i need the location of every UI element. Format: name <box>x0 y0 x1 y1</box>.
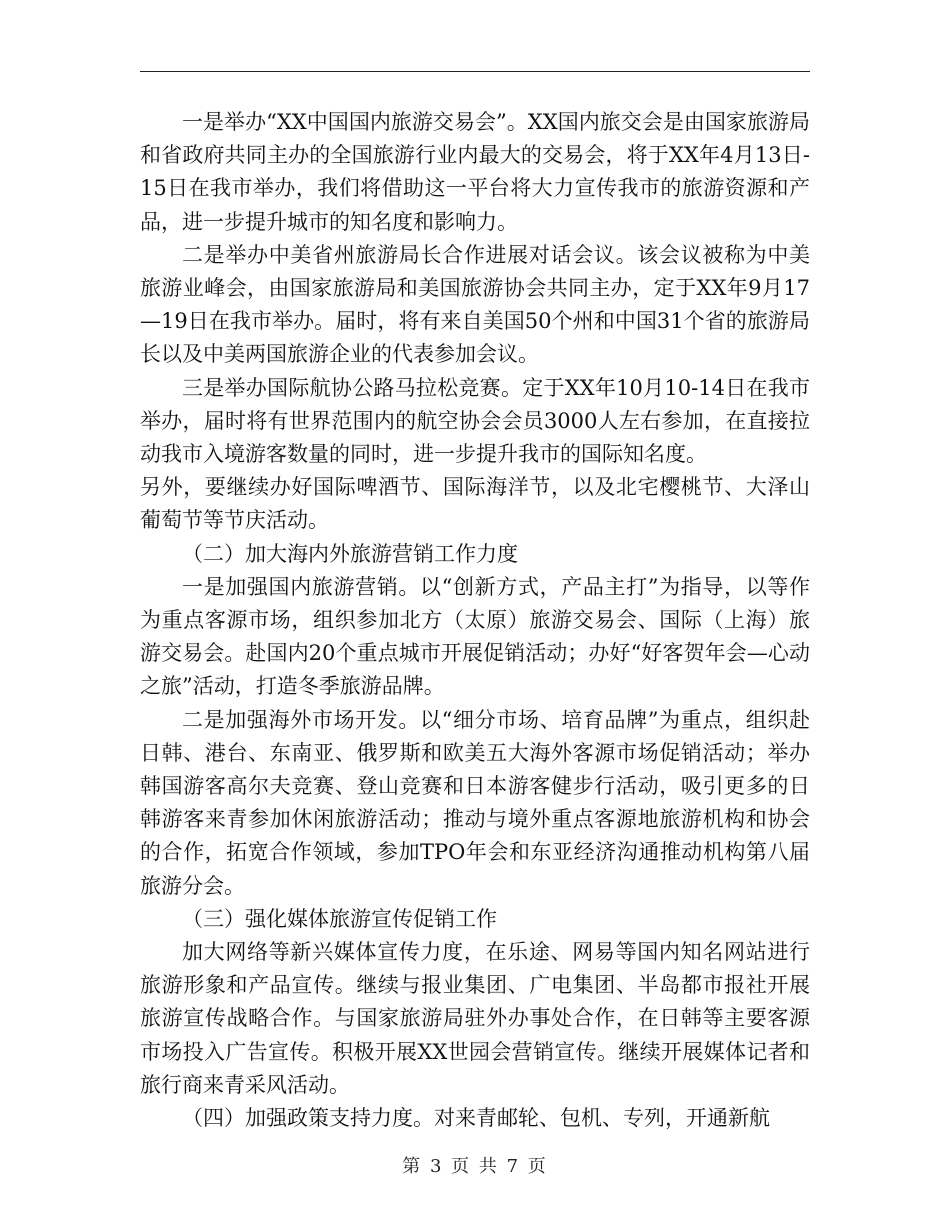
paragraph-7: 二是加强海外市场开发。以“细分市场、培育品牌”为重点，组织赴日韩、港台、东南亚、俄罗斯和欧美五大海外客源市场促销活动；举办韩国游客高尔夫竞赛、登山竞赛和日本游客健步行活动，吸引更多的日韩游客来青参加休闲旅游活动；推动与境外重点客源地旅游机构和协会的合作，拓宽合作领域，参加TPO年会和东亚经济沟通推动机构第八届旅游分会。 <box>140 707 810 898</box>
section-heading-3: （三）强化媒体旅游宣传促销工作 <box>182 906 497 931</box>
header-rule <box>140 71 810 72</box>
document-body <box>140 106 810 1135</box>
section-heading-2: （二）加大海内外旅游营销工作力度 <box>182 541 518 566</box>
paragraph-10: （四）加强政策支持力度。对来青邮轮、包机、专列，开通新航 <box>182 1106 770 1131</box>
paragraph-1: 一是举办“XX中国国内旅游交易会”。XX国内旅交会是由国家旅游局和省政府共同主办的全国旅游行业内最大的交易会，将于XX年4月13日-15日在我市举办，我们将借助这一平台将大力宣传我市的旅游资源和产品，进一步提升城市的知名度和影响力。 <box>140 110 810 234</box>
paragraph-9: 加大网络等新兴媒体宣传力度，在乐途、网易等国内知名网站进行旅游形象和产品宣传。继续与报业集团、广电集团、半岛都市报社开展旅游宣传战略合作。与国家旅游局驻外办事处合作，在日韩等主要客源市场投入广告宣传。积极开展XX世园会营销宣传。继续开展媒体记者和旅行商来青采风活动。 <box>140 940 810 1097</box>
paragraph-6: 一是加强国内旅游营销。以“创新方式，产品主打”为指导，以等作为重点客源市场，组织参加北方（太原）旅游交易会、国际（上海）旅游交易会。赴国内20个重点城市开展促销活动；办好“好客贺年会—心动之旅”活动，打造冬季旅游品牌。 <box>140 574 810 699</box>
paragraph-2: 二是举办中美省州旅游局长合作进展对话会议。该会议被称为中美旅游业峰会，由国家旅游局和美国旅游协会共同主办，定于XX年9月17—19日在我市举办。届时，将有来自美国50个州和中国31个省的旅游局长以及中美两国旅游企业的代表参加会议。 <box>140 242 810 367</box>
page-number-footer: 第 3 页 共 7 页 <box>402 1156 548 1177</box>
paragraph-3: 三是举办国际航协公路马拉松竞赛。定于XX年10月10-14日在我市举办，届时将有世界范围内的航空协会会员3000人左右参加，在直接拉动我市入境游客数量的同时，进一步提升我市的国际知名度。 <box>140 375 810 467</box>
paragraph-4: 另外，要继续办好国际啤酒节、国际海洋节，以及北宅樱桃节、大泽山葡萄节等节庆活动。 <box>140 475 810 533</box>
